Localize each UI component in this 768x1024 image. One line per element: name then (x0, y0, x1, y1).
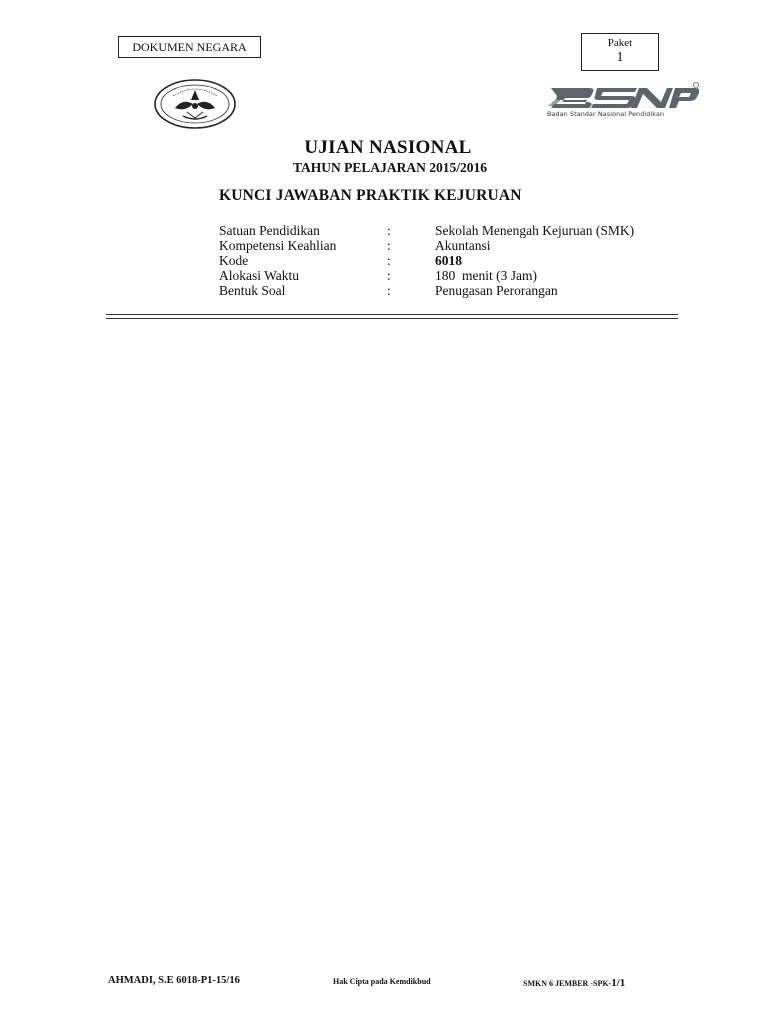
info-colon: : (387, 253, 391, 268)
info-value: Akuntansi (435, 238, 491, 253)
academic-year (0, 160, 768, 176)
paket-label: Paket (607, 37, 633, 49)
info-colon: : (387, 283, 391, 298)
exam-title-text: UJIAN NASIONAL (304, 137, 472, 158)
paket-number: 1 (616, 50, 624, 65)
section-title: KUNCI JAWABAN PRAKTIK KEJURUAN (219, 187, 522, 204)
info-label: Satuan Pendidikan (219, 223, 320, 238)
tut-wuri-handayani-emblem (153, 78, 237, 130)
paket-box (581, 33, 659, 71)
exam-title (0, 137, 768, 159)
dokumen-negara-box (118, 36, 261, 58)
info-label: Bentuk Soal (219, 283, 286, 298)
info-value: 6018 (435, 253, 462, 268)
info-colon: : (387, 223, 391, 238)
footer-author: AHMADI, S.E 6018-P1-15/16 (108, 975, 240, 986)
academic-year-text: TAHUN PELAJARAN 2015/2016 (292, 160, 487, 175)
info-label: Kompetensi Keahlian (219, 238, 337, 253)
bsnp-tagline: Badan Standar Nasional Pendidikan (547, 110, 665, 118)
info-value: Penugasan Perorangan (435, 283, 558, 298)
info-value: Sekolah Menengah Kejuruan (SMK) (435, 223, 635, 238)
info-label: Kode (219, 253, 249, 268)
page-number: 1/1 (611, 977, 626, 989)
info-value: 180 menit (3 Jam) (435, 268, 537, 283)
footer-school-text: SMKN 6 JEMBER -SPK- (523, 979, 612, 988)
info-colon: : (387, 268, 391, 283)
dokumen-negara-label: DOKUMEN NEGARA (132, 40, 247, 54)
info-label: Alokasi Waktu (219, 268, 300, 283)
header-divider (106, 314, 678, 315)
footer-copyright: Hak Cipta pada Kemdikbud (333, 977, 431, 986)
header-divider-thin (106, 318, 678, 319)
footer-school (523, 977, 625, 989)
info-colon: : (387, 238, 391, 253)
